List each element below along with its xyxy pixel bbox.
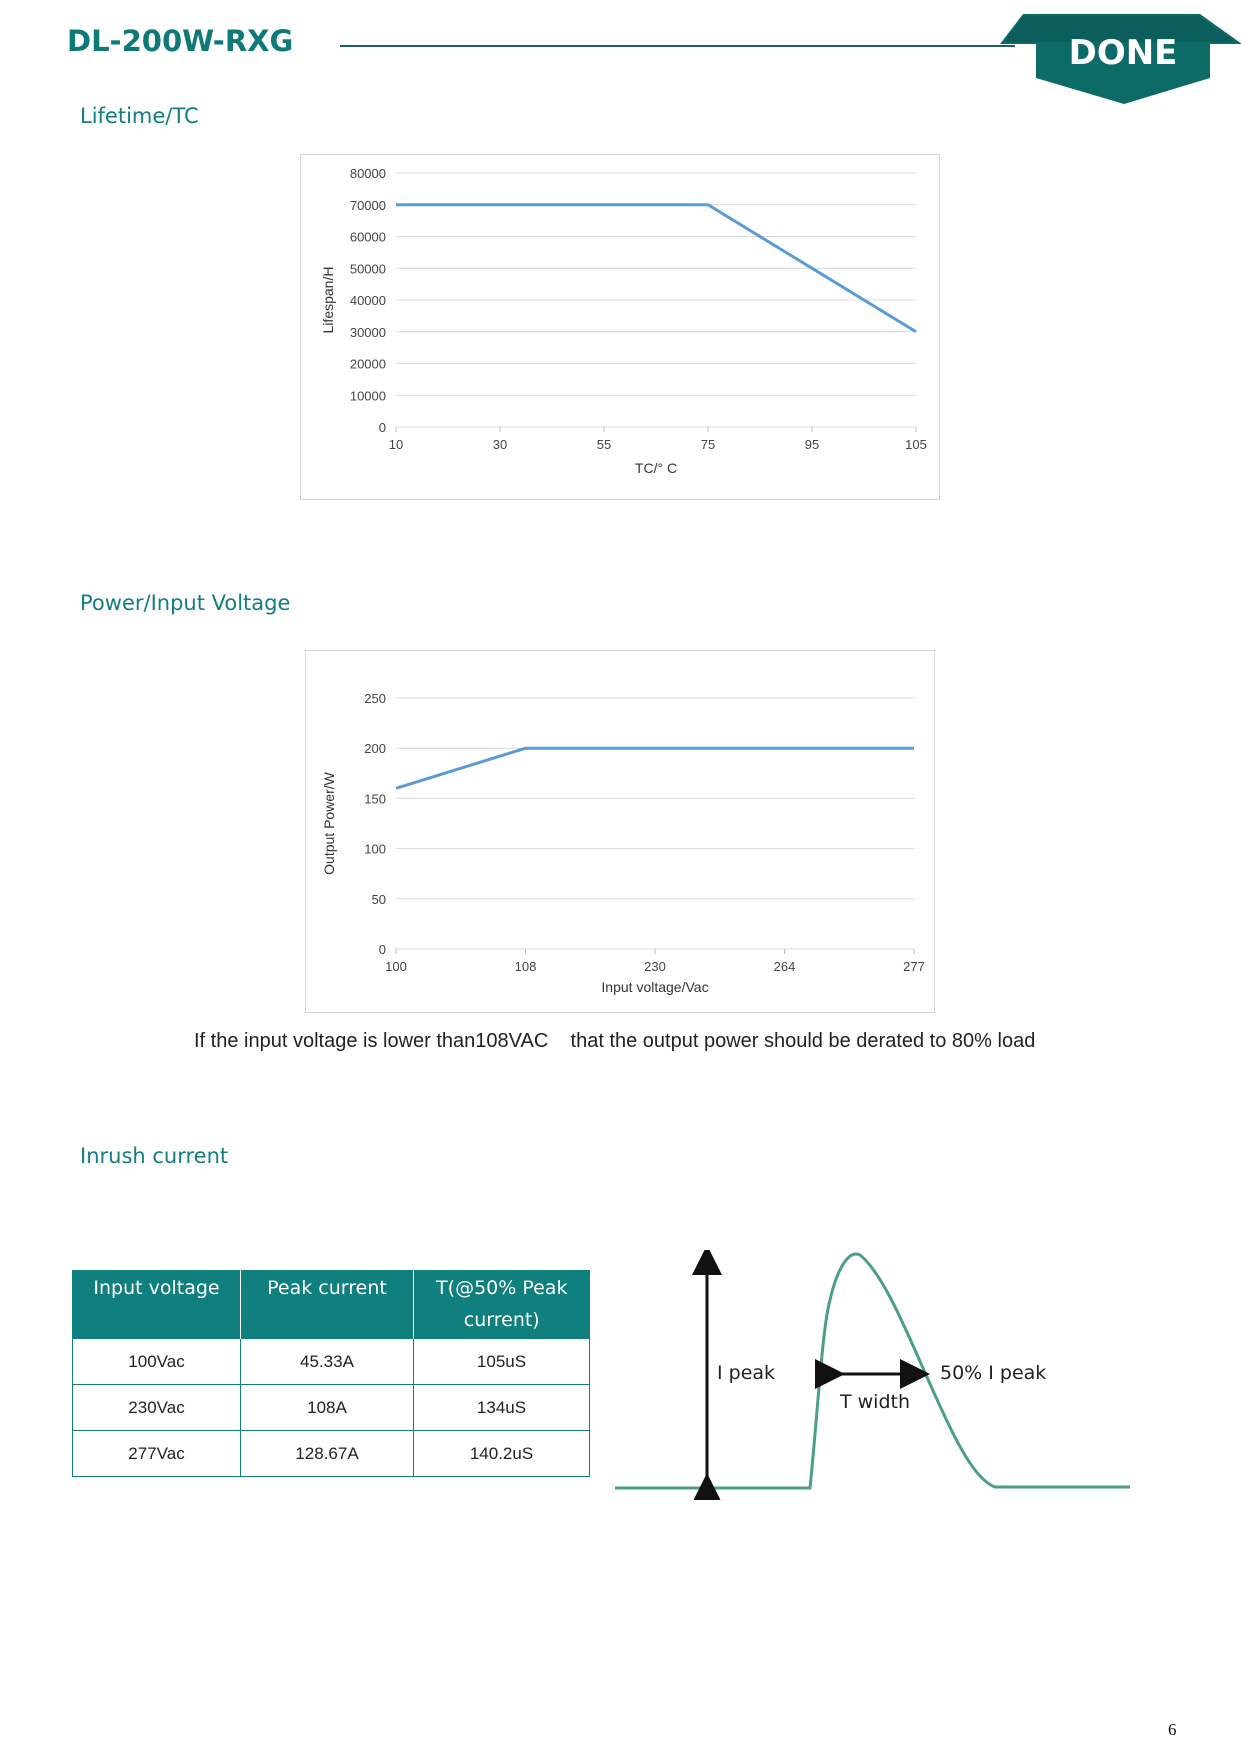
half-peak-label: 50% I peak bbox=[940, 1362, 1047, 1384]
y-tick-label: 20000 bbox=[349, 356, 386, 372]
table-row bbox=[73, 1385, 590, 1431]
section-title-lifetime: Lifetime/TC bbox=[80, 104, 199, 128]
inrush-curve bbox=[615, 1254, 1130, 1488]
header-t-width: T(@50% Peak current) bbox=[414, 1270, 590, 1339]
table-row bbox=[73, 1431, 590, 1477]
table-row bbox=[73, 1339, 590, 1385]
y-tick-label: 200 bbox=[364, 741, 386, 757]
page-number: 6 bbox=[1168, 1720, 1177, 1739]
model-title: DL-200W-RXG bbox=[67, 24, 294, 58]
t-width-label: T width bbox=[840, 1391, 911, 1413]
y-tick-label: 80000 bbox=[349, 166, 386, 181]
y-tick-label: 60000 bbox=[349, 229, 386, 245]
y-tick-label: 50000 bbox=[349, 261, 386, 277]
note-part-1: If the input voltage is lower than108VAC bbox=[194, 1030, 549, 1052]
x-tick-label: 108 bbox=[514, 959, 537, 974]
peak-label: I peak bbox=[717, 1362, 776, 1384]
table-cell: 140.2uS bbox=[414, 1431, 590, 1477]
power-chart bbox=[306, 651, 934, 1012]
table-cell: 128.67A bbox=[241, 1431, 414, 1477]
x-tick-label: 55 bbox=[596, 437, 612, 452]
y-tick-label: 100 bbox=[364, 841, 386, 857]
brand-logo bbox=[1000, 14, 1241, 104]
lifetime-chart-frame bbox=[300, 154, 940, 500]
x-tick-label: 105 bbox=[905, 437, 927, 452]
inrush-waveform-diagram bbox=[610, 1250, 1140, 1500]
y-axis-label: Lifespan/H bbox=[320, 266, 336, 334]
y-tick-label: 150 bbox=[364, 791, 386, 807]
x-tick-label: 75 bbox=[700, 437, 716, 452]
section-title-power: Power/Input Voltage bbox=[80, 591, 291, 615]
table-header-row bbox=[73, 1270, 590, 1339]
y-tick-label: 50 bbox=[371, 891, 386, 907]
brand-name: DONE bbox=[1068, 33, 1178, 73]
x-axis-label: TC/° C bbox=[634, 460, 678, 476]
x-tick-label: 95 bbox=[804, 437, 820, 452]
table-cell: 230Vac bbox=[73, 1385, 241, 1431]
y-tick-label: 70000 bbox=[349, 197, 386, 213]
y-tick-label: 30000 bbox=[349, 324, 386, 340]
table-cell: 108A bbox=[241, 1385, 414, 1431]
x-tick-label: 230 bbox=[644, 959, 666, 974]
derating-note bbox=[194, 1030, 1035, 1053]
y-axis-label: Output Power/W bbox=[321, 772, 337, 875]
x-tick-label: 264 bbox=[773, 959, 796, 974]
y-tick-label: 40000 bbox=[349, 293, 386, 308]
table-cell: 100Vac bbox=[73, 1339, 241, 1385]
y-tick-label: 0 bbox=[378, 942, 386, 957]
table-cell: 134uS bbox=[414, 1385, 590, 1431]
lifetime-chart bbox=[301, 155, 939, 499]
table-cell: 277Vac bbox=[73, 1431, 241, 1477]
power-chart-frame bbox=[305, 650, 935, 1013]
header-peak-current: Peak current bbox=[241, 1270, 414, 1339]
series-line bbox=[396, 748, 914, 788]
inrush-table bbox=[72, 1270, 590, 1477]
section-title-inrush: Inrush current bbox=[80, 1144, 229, 1168]
table-cell: 105uS bbox=[414, 1339, 590, 1385]
y-tick-label: 0 bbox=[378, 420, 386, 435]
table-cell: 45.33A bbox=[241, 1339, 414, 1385]
x-axis-label: Input voltage/Vac bbox=[601, 979, 709, 995]
x-tick-label: 30 bbox=[492, 437, 508, 452]
y-tick-label: 10000 bbox=[349, 388, 386, 404]
header-input-voltage: Input voltage bbox=[73, 1270, 241, 1339]
header-rule bbox=[340, 45, 1015, 47]
y-tick-label: 250 bbox=[364, 691, 386, 706]
x-tick-label: 100 bbox=[385, 959, 407, 974]
x-tick-label: 10 bbox=[388, 437, 404, 452]
x-tick-label: 277 bbox=[903, 959, 925, 974]
note-part-2: that the output power should be derated to 80% load bbox=[570, 1030, 1036, 1052]
